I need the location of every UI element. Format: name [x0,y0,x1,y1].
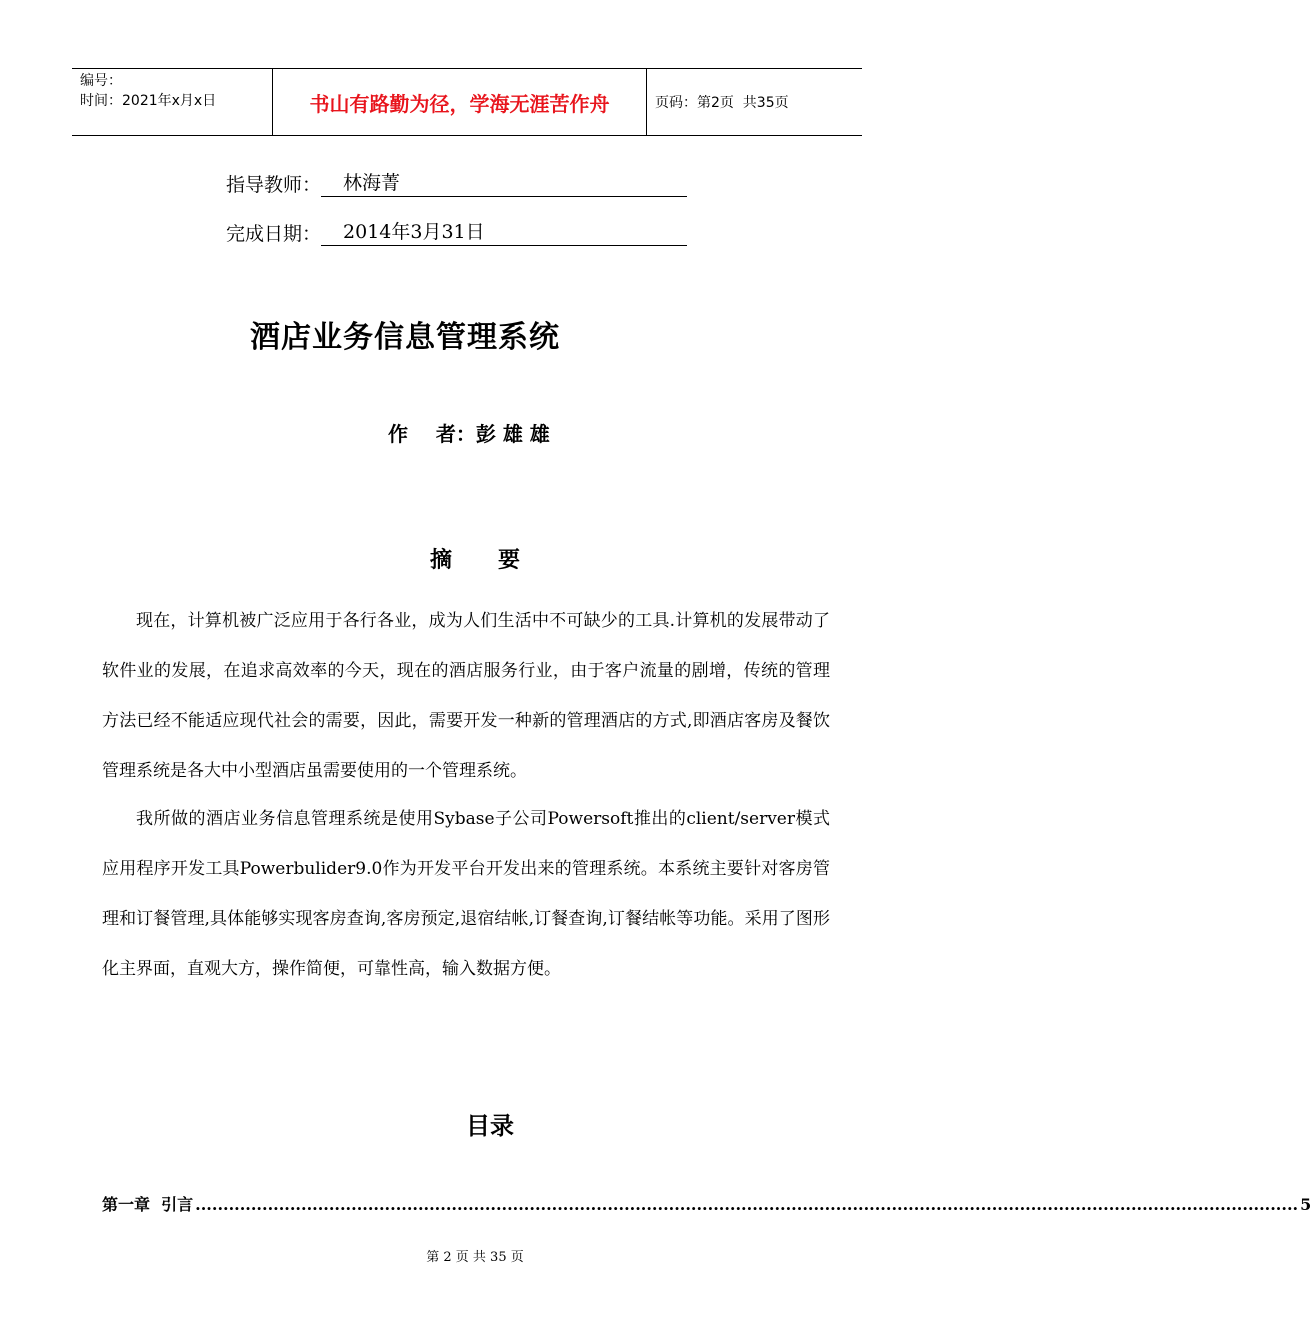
page-header [72,68,862,136]
header-motto: 书山有路勤为径，学海无涯苦作舟 [273,69,647,135]
toc-entry[interactable] [102,1192,1311,1215]
abstract-heading: 摘 要 [430,548,520,573]
doc-number-label: 编号： [80,73,122,89]
document-title: 酒店业务信息管理系统 [250,320,560,355]
header-page-label: 页码：第2页 共35页 [655,95,789,111]
doc-time-label: 时间：2021年x月x日 [80,93,217,109]
abstract-paragraph-2: 我所做的酒店业务信息管理系统是使用Sybase子公司Powersoft推出的client/server模式应用程序开发工具Powerbulider9.0作为开发平台开发出来的管理系统。本系统主要针对客房管理和订餐管理,具体能够实现客房查询,客房预定,退宿结帐,订餐查询,订餐结帐等功能。采用了图形化主界面，直观大方，操作简便，可靠性高，输入数据方便。 [102,809,830,979]
abstract-paragraph-1: 现在，计算机被广泛应用于各行各业，成为人们生活中不可缺少的工具.计算机的发展带动了软件业的发展，在追求高效率的今天，现在的酒店服务行业，由于客户流量的剧增，传统的管理方法已经不能适应现代社会的需要，因此，需要开发一种新的管理酒店的方式,即酒店客房及餐饮管理系统是各大中小型酒店虽需要使用的一个管理系统。 [102,611,830,781]
page-footer: 第 2 页 共 35 页 [426,1250,524,1265]
date-value: 2014年3月31日 [321,219,687,246]
advisor-row [226,170,687,197]
advisor-label: 指导教师： [226,174,322,196]
toc-entry-page: 5 [1300,1195,1311,1214]
header-left-cell [72,69,273,135]
toc-leader-dots: ...................................................................................................................................................................................................... [195,1195,1299,1214]
date-label: 完成日期： [226,223,322,245]
author-line: 作 者：彭 雄 雄 [388,422,550,446]
toc-entry-title: 第一章 引言 [102,1195,194,1214]
date-row [226,219,687,246]
toc-heading: 目录 [466,1112,514,1140]
advisor-value: 林海菁 [321,170,687,197]
